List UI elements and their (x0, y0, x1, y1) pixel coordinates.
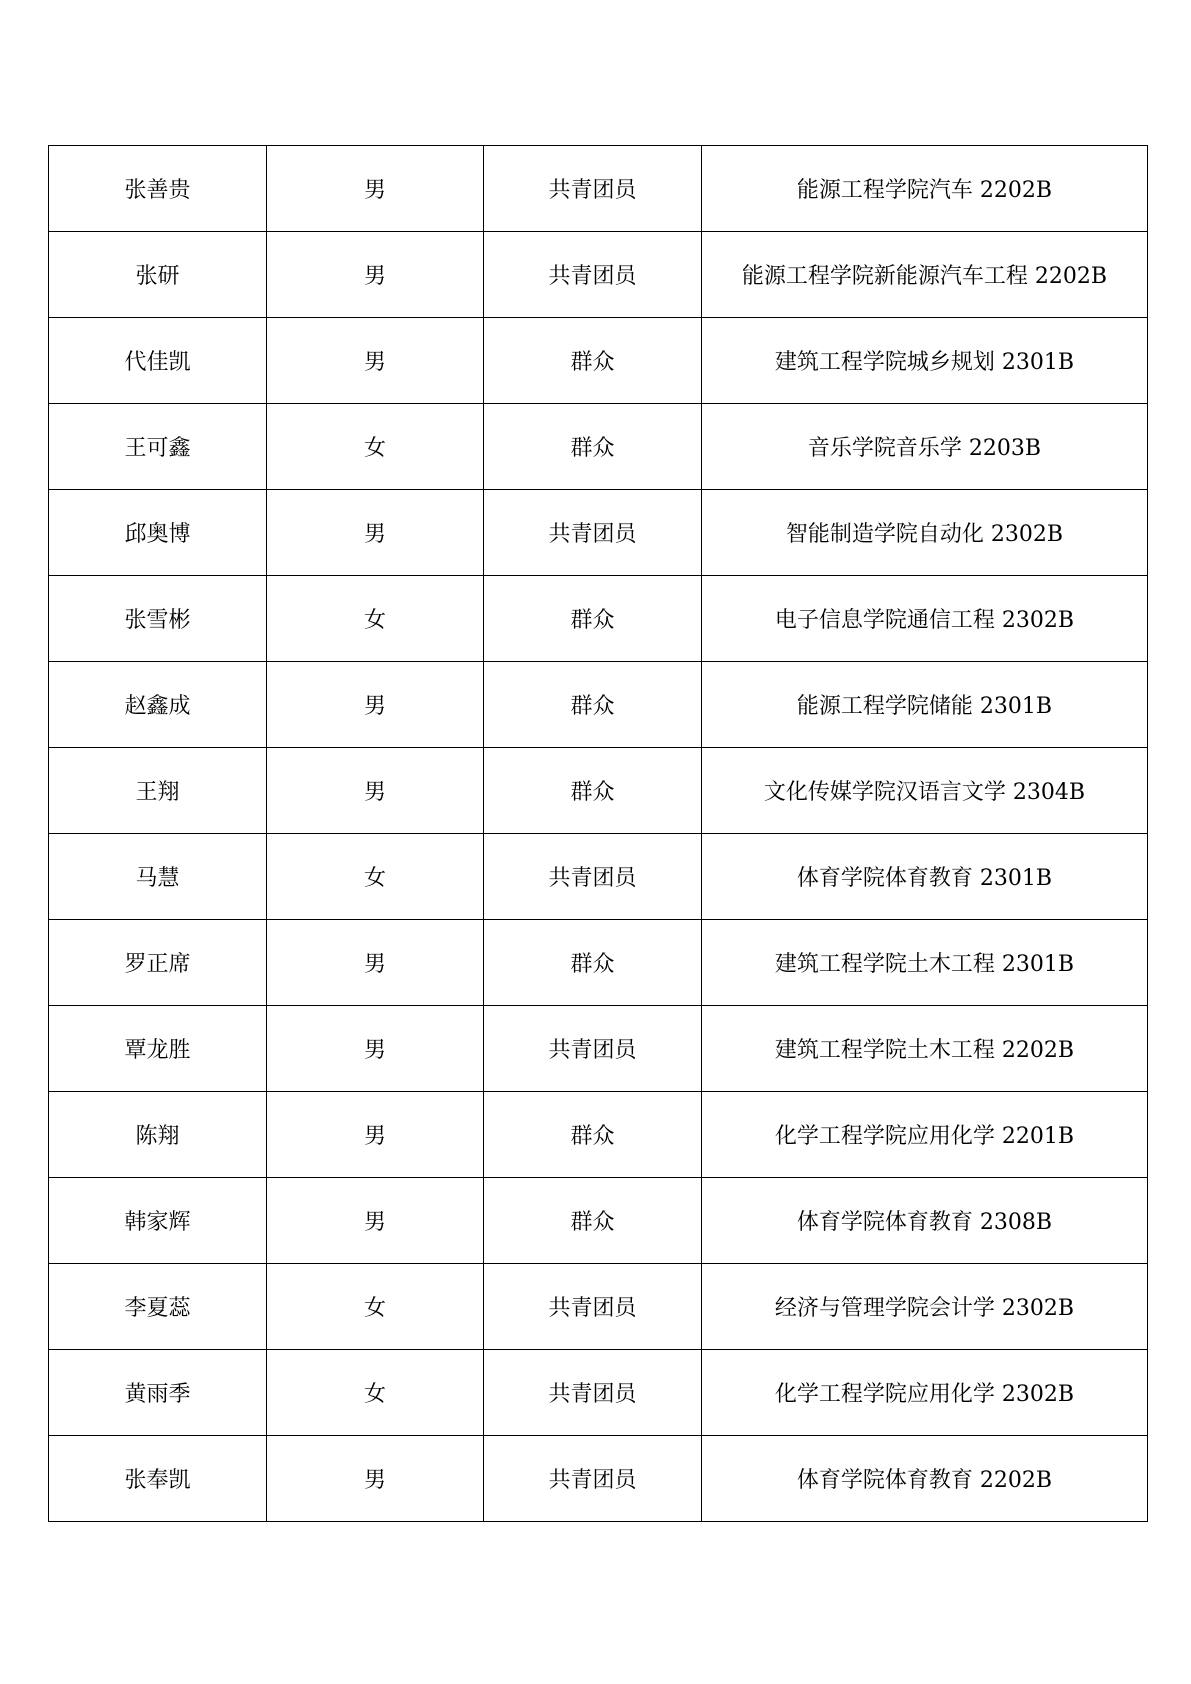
political-status-cell: 共青团员 (484, 834, 702, 920)
political-status-cell: 群众 (484, 1178, 702, 1264)
political-status-cell: 群众 (484, 404, 702, 490)
class-cell: 体育学院体育教育 2202B (702, 1436, 1148, 1522)
class-cell: 电子信息学院通信工程 2302B (702, 576, 1148, 662)
gender-cell: 女 (267, 404, 484, 490)
gender-cell: 男 (267, 662, 484, 748)
name-cell: 张雪彬 (49, 576, 267, 662)
class-cell: 建筑工程学院土木工程 2301B (702, 920, 1148, 1006)
political-status-cell: 群众 (484, 318, 702, 404)
table-row (49, 662, 1148, 748)
class-cell: 体育学院体育教育 2308B (702, 1178, 1148, 1264)
gender-cell: 女 (267, 1350, 484, 1436)
political-status-cell: 群众 (484, 662, 702, 748)
gender-cell: 女 (267, 834, 484, 920)
name-cell: 陈翔 (49, 1092, 267, 1178)
political-status-cell: 共青团员 (484, 146, 702, 232)
political-status-cell: 群众 (484, 920, 702, 1006)
table-row (49, 576, 1148, 662)
name-cell: 邱奥博 (49, 490, 267, 576)
table-row (49, 490, 1148, 576)
table-row (49, 1006, 1148, 1092)
table-row (49, 318, 1148, 404)
class-cell: 经济与管理学院会计学 2302B (702, 1264, 1148, 1350)
name-cell: 韩家辉 (49, 1178, 267, 1264)
gender-cell: 男 (267, 1006, 484, 1092)
political-status-cell: 群众 (484, 748, 702, 834)
name-cell: 王翔 (49, 748, 267, 834)
political-status-cell: 共青团员 (484, 1264, 702, 1350)
political-status-cell: 共青团员 (484, 232, 702, 318)
gender-cell: 男 (267, 232, 484, 318)
class-cell: 能源工程学院汽车 2202B (702, 146, 1148, 232)
political-status-cell: 群众 (484, 576, 702, 662)
gender-cell: 男 (267, 146, 484, 232)
name-cell: 赵鑫成 (49, 662, 267, 748)
gender-cell: 男 (267, 1092, 484, 1178)
table-row (49, 1178, 1148, 1264)
gender-cell: 男 (267, 748, 484, 834)
class-cell: 化学工程学院应用化学 2302B (702, 1350, 1148, 1436)
class-cell: 体育学院体育教育 2301B (702, 834, 1148, 920)
political-status-cell: 共青团员 (484, 1436, 702, 1522)
table-row (49, 1092, 1148, 1178)
name-cell: 王可鑫 (49, 404, 267, 490)
name-cell: 李夏蕊 (49, 1264, 267, 1350)
name-cell: 覃龙胜 (49, 1006, 267, 1092)
table-row (49, 748, 1148, 834)
class-cell: 能源工程学院储能 2301B (702, 662, 1148, 748)
gender-cell: 女 (267, 576, 484, 662)
gender-cell: 男 (267, 1436, 484, 1522)
political-status-cell: 共青团员 (484, 1006, 702, 1092)
gender-cell: 女 (267, 1264, 484, 1350)
name-cell: 张研 (49, 232, 267, 318)
table-row (49, 146, 1148, 232)
name-cell: 黄雨季 (49, 1350, 267, 1436)
table-row (49, 920, 1148, 1006)
class-cell: 化学工程学院应用化学 2201B (702, 1092, 1148, 1178)
political-status-cell: 群众 (484, 1092, 702, 1178)
gender-cell: 男 (267, 318, 484, 404)
name-cell: 张奉凯 (49, 1436, 267, 1522)
political-status-cell: 共青团员 (484, 1350, 702, 1436)
gender-cell: 男 (267, 490, 484, 576)
political-status-cell: 共青团员 (484, 490, 702, 576)
class-cell: 音乐学院音乐学 2203B (702, 404, 1148, 490)
name-cell: 马慧 (49, 834, 267, 920)
gender-cell: 男 (267, 1178, 484, 1264)
table-row (49, 1350, 1148, 1436)
class-cell: 建筑工程学院土木工程 2202B (702, 1006, 1148, 1092)
gender-cell: 男 (267, 920, 484, 1006)
class-cell: 能源工程学院新能源汽车工程 2202B (702, 232, 1148, 318)
table-row (49, 1436, 1148, 1522)
table-row (49, 1264, 1148, 1350)
name-cell: 代佳凯 (49, 318, 267, 404)
class-cell: 建筑工程学院城乡规划 2301B (702, 318, 1148, 404)
table-row (49, 404, 1148, 490)
student-roster-table (48, 145, 1148, 1522)
table-row (49, 834, 1148, 920)
class-cell: 智能制造学院自动化 2302B (702, 490, 1148, 576)
class-cell: 文化传媒学院汉语言文学 2304B (702, 748, 1148, 834)
name-cell: 张善贵 (49, 146, 267, 232)
name-cell: 罗正席 (49, 920, 267, 1006)
table-row (49, 232, 1148, 318)
